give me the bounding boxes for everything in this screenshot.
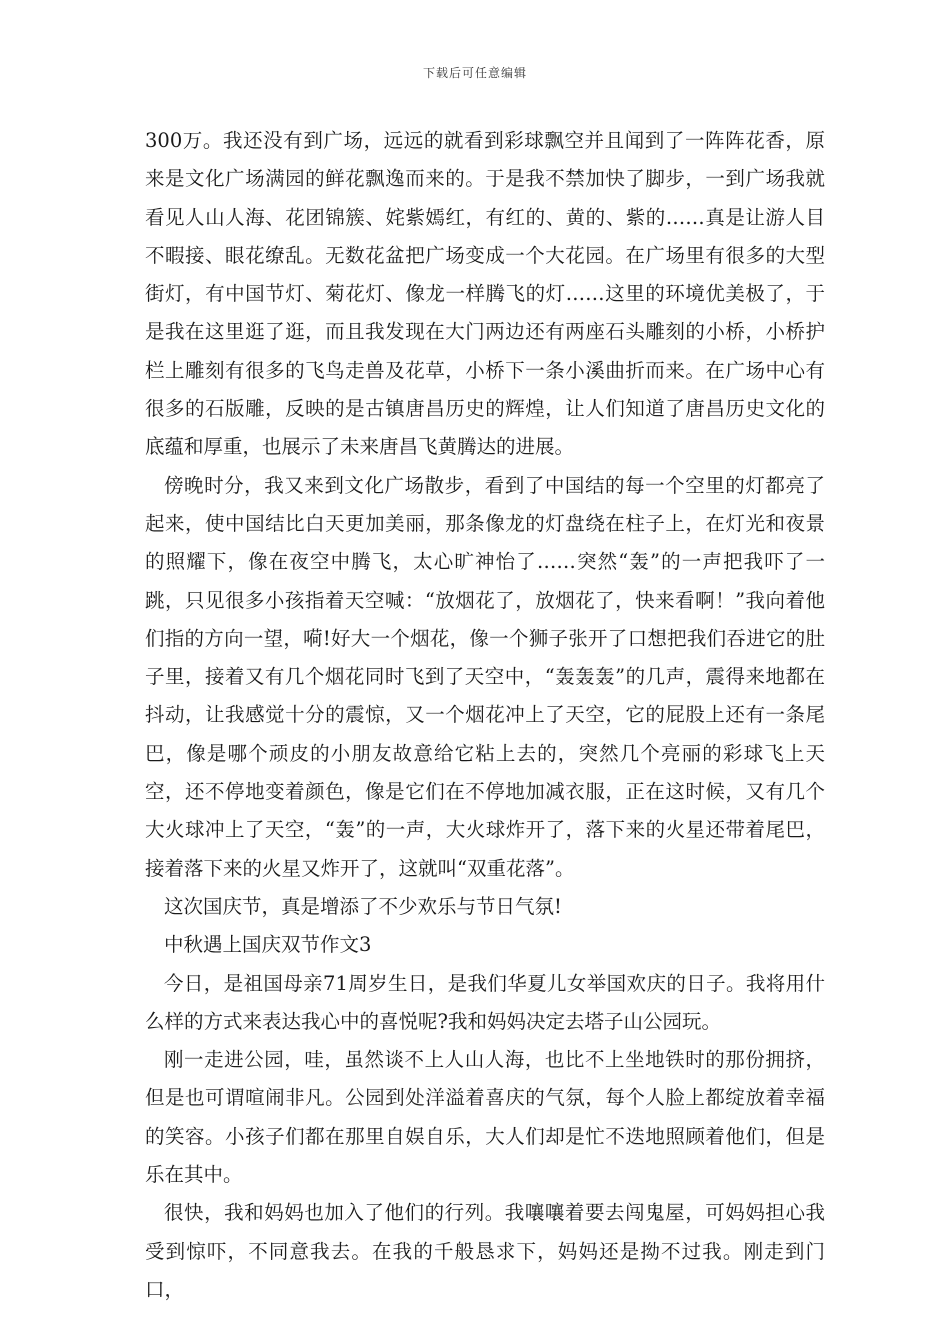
document-body [145,122,825,1309]
paragraph: 今日，是祖国母亲71周岁生日，是我们华夏儿女举国欢庆的日子。我将用什么样的方式来表达我心中的喜悦呢?我和妈妈决定去塔子山公园玩。 [145,971,825,1033]
paragraph: 这次国庆节，真是增添了不少欢乐与节日气氛! [164,894,562,918]
section-heading: 中秋遇上国庆双节作文3 [164,933,372,957]
paragraph: 傍晚时分，我又来到文化广场散步，看到了中国结的每一个空里的灯都亮了起来，使中国结比白天更加美丽，那条像龙的灯盘绕在柱子上，在灯光和夜景的照耀下，像在夜空中腾飞，太心旷神怡了……突然“轰”的一声把我吓了一跳，只见很多小孩指着天空喊：“放烟花了，放烟花了，快来看啊！”我向着他们指的方向一望，嗬!好大一个烟花，像一个狮子张开了口想把我们吞进它的肚子里，接着又有几个烟花同时飞到了天空中，“轰轰轰”的几声，震得来地都在抖动，让我感觉十分的震惊，又一个烟花冲上了天空，它的屁股上还有一条尾巴，像是哪个顽皮的小朋友故意给它粘上去的，突然几个亮丽的彩球飞上天空，还不停地变着颜色，像是它们在不停地加减衣服，正在这时候，又有几个大火球冲上了天空，“轰”的一声，大火球炸开了，落下来的火星还带着尾巴，接着落下来的火星又炸开了，这就叫“双重花落”。 [145,473,825,880]
paragraph: 刚一走进公园，哇，虽然谈不上人山人海，也比不上坐地铁时的那份拥挤，但是也可谓喧闹非凡。公园到处洋溢着喜庆的气氛，每个人脸上都绽放着幸福的笑容。小孩子们都在那里自娱自乐，大人们却是忙不迭地照顾着他们，但是乐在其中。 [145,1048,825,1187]
paragraph: 300万。我还没有到广场，远远的就看到彩球飘空并且闻到了一阵阵花香，原来是文化广场满园的鲜花飘逸而来的。于是我不禁加快了脚步，一到广场我就看见人山人海、花团锦簇、姹紫嫣红，有红的、黄的、紫的……真是让游人目不暇接、眼花缭乱。无数花盆把广场变成一个大花园。在广场里有很多的大型街灯，有中国节灯、菊花灯、像龙一样腾飞的灯……这里的环境优美极了，于是我在这里逛了逛，而且我发现在大门两边还有两座石头雕刻的小桥，小桥护栏上雕刻有很多的飞鸟走兽及花草，小桥下一条小溪曲折而来。在广场中心有很多的石版雕，反映的是古镇唐昌历史的辉煌，让人们知道了唐昌历史文化的底蕴和厚重，也展示了未来唐昌飞黄腾达的进展。 [145,129,825,459]
page-header: 下载后可任意编辑 [422,66,527,80]
paragraph: 很快，我和妈妈也加入了他们的行列。我嚷嚷着要去闯鬼屋，可妈妈担心我受到惊吓，不同意我去。在我的千般恳求下，妈妈还是拗不过我。刚走到门口， [145,1201,825,1301]
